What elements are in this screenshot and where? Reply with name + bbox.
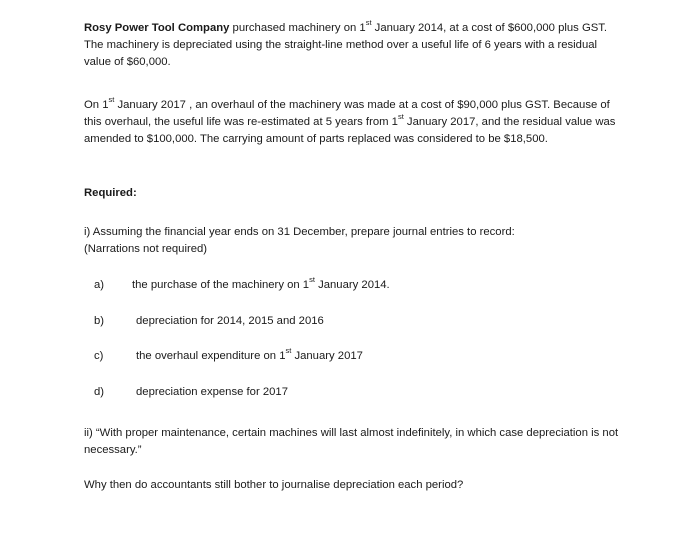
required-heading: Required: (84, 187, 137, 199)
question-2: ii) “With proper maintenance, certain machines will last almost indefinitely, in which case depreciation is not necessary.” (84, 427, 619, 456)
list-item-letter: c) (94, 350, 104, 362)
list-item-text-before: depreciation for 2014, 2015 and 2016 (136, 315, 324, 327)
list-item-text-before: depreciation expense for 2017 (136, 386, 288, 398)
overhaul-sup-2: st (397, 112, 404, 122)
list-item-text (136, 313, 324, 330)
list-item-text-before: the overhaul expenditure on 1 (136, 350, 286, 362)
overhaul-text-2: January 2017 , an overhaul of the machinery was made at a cost of $90,000 plus GST. Because of this overhaul, the useful life was re-estimated at 5 years from 1 (84, 99, 610, 128)
list-item-text-before: the purchase of the machinery on 1 (132, 279, 310, 291)
question-1 (84, 224, 624, 258)
list-item-text (136, 384, 288, 401)
list-item-text (132, 277, 390, 294)
list-item-text (136, 348, 363, 365)
list-item-sup: st (285, 346, 292, 356)
overhaul-text-1: On 1 (84, 99, 109, 111)
list-item-text-after: January 2017 (291, 350, 363, 362)
intro-sup-1: st (365, 18, 372, 28)
overhaul-sup-1: st (108, 95, 115, 105)
intro-paragraph (84, 20, 624, 71)
list-item-sup: st (309, 275, 315, 285)
overhaul-paragraph (84, 97, 624, 148)
list-item-letter: b) (94, 315, 105, 327)
intro-text-2: January 2014, at a cost of $600,000 plus GST. The machinery is depreciated using the straight-line method over a useful life of 6 years with a residual value of $60,000. (84, 22, 608, 68)
question-1-line-2: (Narrations not required) (84, 243, 208, 255)
list-item-text-after: January 2014. (314, 279, 390, 291)
list-item-letter: a) (94, 279, 105, 291)
overhaul-text-3: January 2017, and the residual value was amended to $100,000. The carrying amount of parts replaced was considered to be $18,500. (84, 116, 616, 145)
list-item-letter: d) (94, 386, 105, 398)
question-1-line-1: i) Assuming the financial year ends on 31 December, prepare journal entries to record: (84, 226, 515, 238)
question-2-followup: Why then do accountants still bother to journalise depreciation each period? (84, 479, 464, 491)
intro-text-1: purchased machinery on 1 (229, 22, 366, 34)
company-name: Rosy Power Tool Company (84, 22, 230, 34)
